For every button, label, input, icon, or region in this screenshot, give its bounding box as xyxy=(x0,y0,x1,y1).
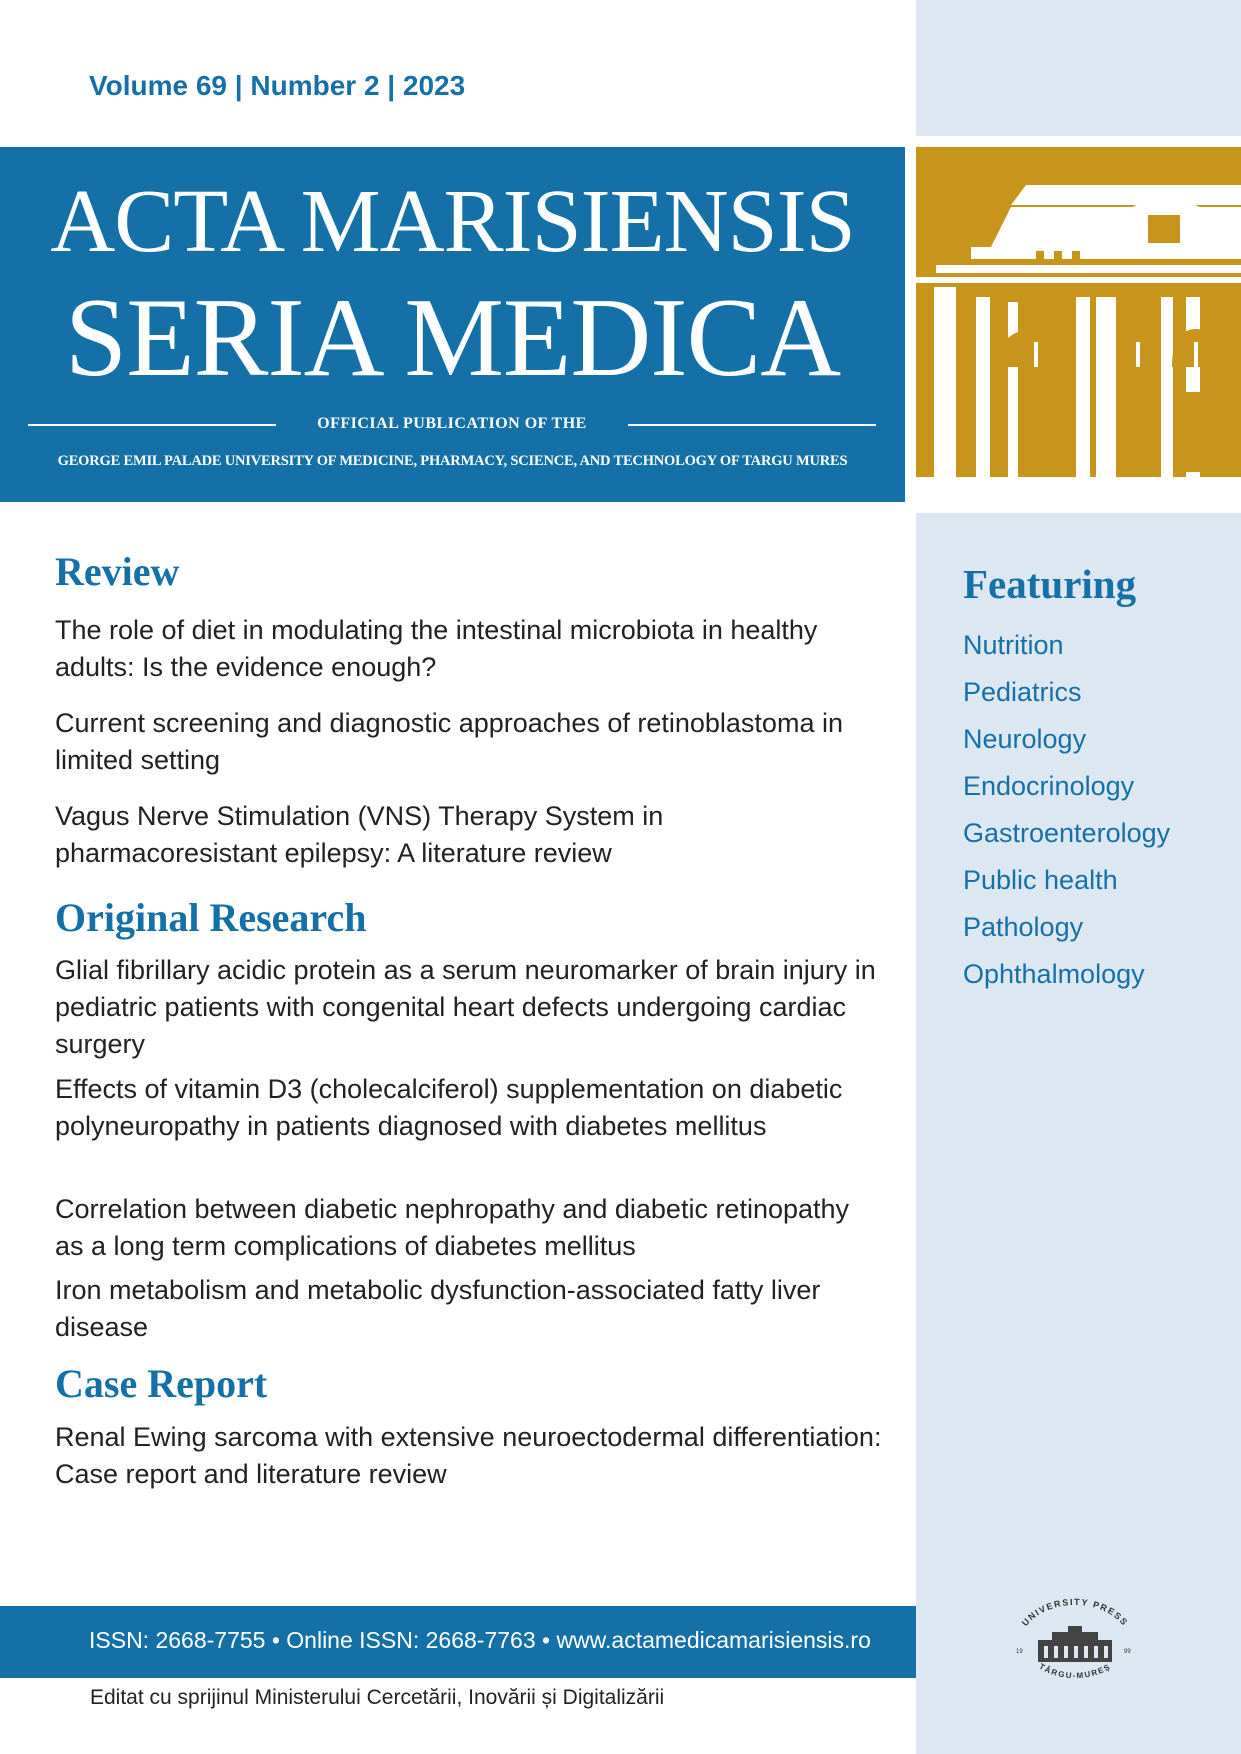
press-seal-icon xyxy=(1000,1590,1150,1685)
section-heading-original-research: Original Research xyxy=(55,895,367,940)
footer-bar xyxy=(0,1606,916,1678)
section-heading-review: Review xyxy=(55,549,180,594)
featuring-item: Gastroenterology xyxy=(963,818,1171,848)
featuring-item: Ophthalmology xyxy=(963,959,1145,989)
volume-issue-line: Volume 69 | Number 2 | 2023 xyxy=(89,70,466,101)
article-title: Current screening and diagnostic approaches of retinoblastoma in limited setting xyxy=(55,708,843,775)
press-year-right: 99 xyxy=(1124,1649,1131,1655)
funding-note: Editat cu sprijinul Ministerului Cercetării, Inovării și Digitalizării xyxy=(90,1686,665,1709)
masthead xyxy=(0,147,905,502)
article-title: Vagus Nerve Stimulation (VNS) Therapy System in pharmacoresistant epilepsy: A literature review xyxy=(55,801,664,868)
article-title: Renal Ewing sarcoma with extensive neuroectodermal differentiation: Case report and literature review xyxy=(55,1422,882,1489)
university-name: GEORGE EMIL PALADE UNIVERSITY OF MEDICINE, PHARMACY, SCIENCE, AND TECHNOLOGY OF TARGU MURES xyxy=(57,453,848,469)
featuring-item: Pathology xyxy=(963,912,1084,942)
building-icon xyxy=(916,147,1241,502)
featuring-item: Nutrition xyxy=(963,630,1064,660)
featuring-list xyxy=(963,622,1170,998)
article-title: Effects of vitamin D3 (cholecalciferol) supplementation on diabetic polyneuropathy in patients diagnosed with diabetes mellitus xyxy=(55,1074,843,1141)
press-top-text: UNIVERSITY PRESS xyxy=(1019,1596,1131,1629)
featuring-item: Pediatrics xyxy=(963,677,1082,707)
featuring-item: Neurology xyxy=(963,724,1087,754)
article-title: The role of diet in modulating the intestinal microbiota in healthy adults: Is the evidence enough? xyxy=(55,615,818,682)
article-title: Correlation between diabetic nephropathy and diabetic retinopathy as a long term complications of diabetes mellitus xyxy=(55,1194,850,1261)
journal-title-line1: ACTA MARISIENSIS xyxy=(50,172,855,271)
official-publication-label: OFFICIAL PUBLICATION OF THE xyxy=(317,415,587,432)
featuring-item: Public health xyxy=(963,865,1118,895)
svg-text:UNIVERSITY PRESS xyxy=(1020,1597,1130,1628)
university-press-logo xyxy=(1000,1590,1150,1685)
press-bottom-text: TÂRGU-MUREȘ xyxy=(1037,1661,1113,1681)
divider-right xyxy=(628,424,876,426)
featuring-item: Endocrinology xyxy=(963,771,1135,801)
journal-title-line2: SERIA MEDICA xyxy=(64,276,841,400)
university-building-illustration xyxy=(916,147,1241,502)
section-heading-case-report: Case Report xyxy=(55,1361,268,1406)
sidebar-top-panel xyxy=(916,0,1241,136)
article-title: Glial fibrillary acidic protein as a serum neuromarker of brain injury in pediatric patients with congenital heart defects undergoing cardiac surgery xyxy=(55,955,876,1059)
svg-text:TÂRGU-MUREȘ xyxy=(1037,1662,1112,1680)
article-title: Iron metabolism and metabolic dysfunction-associated fatty liver disease xyxy=(55,1275,821,1342)
press-year-left: 19 xyxy=(1016,1649,1023,1655)
featuring-heading: Featuring xyxy=(963,561,1137,607)
divider-left xyxy=(28,424,276,426)
issn-and-website: ISSN: 2668-7755 • Online ISSN: 2668-7763 • www.actamedicamarisiensis.ro xyxy=(89,1627,871,1653)
